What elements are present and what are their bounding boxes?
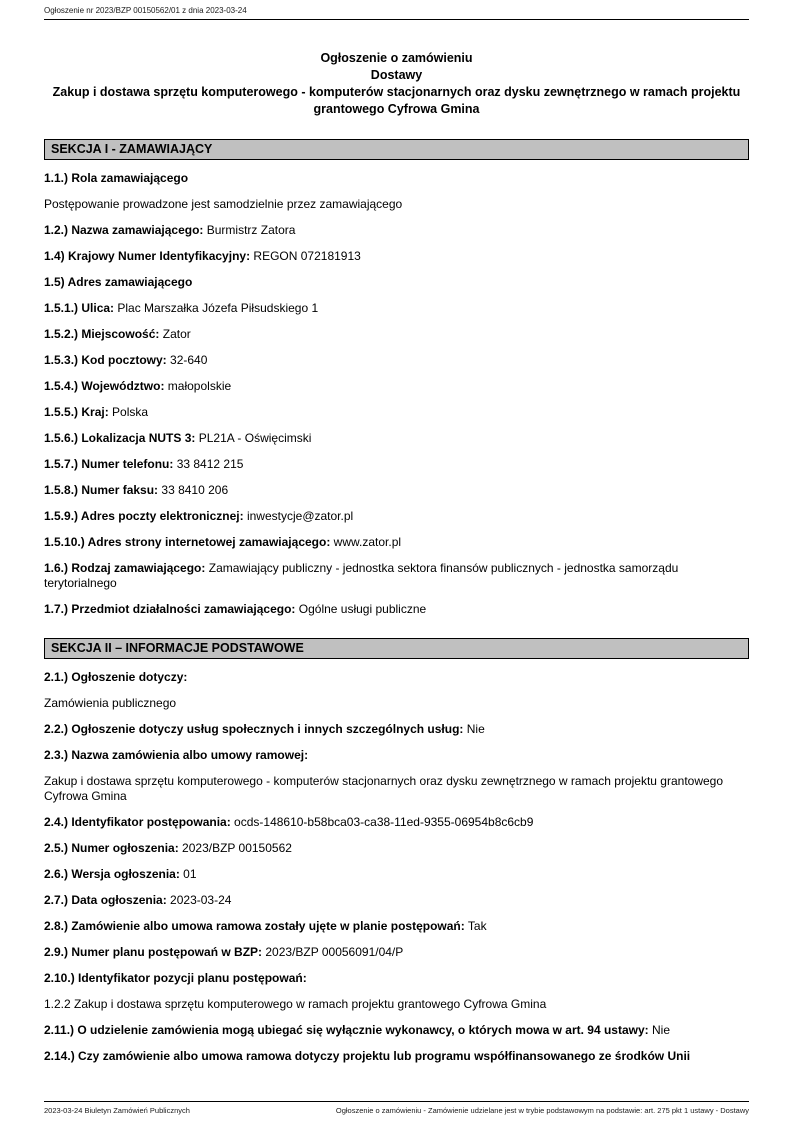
page-footer — [44, 1101, 749, 1115]
title-line-category: Dostawy — [370, 68, 423, 82]
body-paragraph: Zakup i dostawa sprzętu komputerowego - komputerów stacjonarnych oraz dysku zewnętrznego w ramach projektu grantowego Cyfrowa Gmina — [44, 774, 724, 803]
field-row — [44, 405, 749, 420]
field-value: ocds-148610-b58bca03-ca38-11ed-9355-06954b8c6cb9 — [234, 815, 534, 829]
sections — [44, 139, 749, 1064]
field-value: 2023/BZP 00150562 — [182, 841, 292, 855]
title-line-type: Ogłoszenie o zamówieniu — [320, 51, 473, 65]
field-row — [44, 275, 749, 290]
field-label: 2.8.) Zamówienie albo umowa ramowa zostały ujęte w planie postępowań: — [44, 919, 465, 933]
field-row — [44, 815, 749, 830]
field-label: 2.1.) Ogłoszenie dotyczy: — [44, 670, 188, 684]
field-label: 1.5) Adres zamawiającego — [44, 275, 193, 289]
field-label: 2.9.) Numer planu postępowań w BZP: — [44, 945, 263, 959]
field-label: 1.5.5.) Kraj: — [44, 405, 109, 419]
field-row — [44, 327, 749, 342]
field-value: Plac Marszałka Józefa Piłsudskiego 1 — [117, 301, 319, 315]
field-label: 1.6.) Rodzaj zamawiającego: — [44, 561, 206, 575]
body-paragraph: 1.2.2 Zakup i dostawa sprzętu komputerowego w ramach projektu grantowego Cyfrowa Gmina — [44, 997, 547, 1011]
field-label: 1.5.7.) Numer telefonu: — [44, 457, 174, 471]
field-label: 2.6.) Wersja ogłoszenia: — [44, 867, 180, 881]
body-paragraph: Postępowanie prowadzone jest samodzielnie przez zamawiającego — [44, 197, 403, 211]
field-value: 2023-03-24 — [170, 893, 232, 907]
field-row — [44, 561, 749, 591]
field-row — [44, 722, 749, 737]
field-label: 1.4) Krajowy Numer Identyfikacyjny: — [44, 249, 251, 263]
field-row — [44, 431, 749, 446]
field-value: Tak — [467, 919, 487, 933]
field-row — [44, 223, 749, 238]
title-line-subject: Zakup i dostawa sprzętu komputerowego - komputerów stacjonarnych oraz dysku zewnętrznego w ramach projektu grantowego Cyfrowa Gmina — [52, 85, 741, 116]
field-value: 33 8410 206 — [161, 483, 229, 497]
field-row — [44, 353, 749, 368]
body-paragraph: Zamówienia publicznego — [44, 696, 177, 710]
page-header-note: Ogłoszenie nr 2023/BZP 00150562/01 z dnia 2023-03-24 — [44, 6, 247, 15]
field-row — [44, 919, 749, 934]
field-label: 1.5.2.) Miejscowość: — [44, 327, 160, 341]
field-label: 1.5.8.) Numer faksu: — [44, 483, 159, 497]
field-label: 2.5.) Numer ogłoszenia: — [44, 841, 179, 855]
field-label: 2.2.) Ogłoszenie dotyczy usług społecznych i innych szczególnych usług: — [44, 722, 464, 736]
field-value: małopolskie — [167, 379, 232, 393]
field-row — [44, 1023, 749, 1038]
field-label: 2.14.) Czy zamówienie albo umowa ramowa dotyczy projektu lub programu współfinansowanego ze środków Unii — [44, 1049, 691, 1063]
field-row — [44, 379, 749, 394]
field-value: REGON 072181913 — [253, 249, 361, 263]
field-label: 2.11.) O udzielenie zamówienia mogą ubiegać się wyłącznie wykonawcy, o których mowa w art. 94 ustawy: — [44, 1023, 649, 1037]
field-row — [44, 971, 749, 986]
field-value: Burmistrz Zatora — [206, 223, 296, 237]
field-value: 01 — [183, 867, 197, 881]
field-row — [44, 748, 749, 763]
field-value: PL21A - Oświęcimski — [198, 431, 312, 445]
header-rule — [44, 19, 749, 20]
field-row — [44, 841, 749, 856]
field-value: inwestycje@zator.pl — [246, 509, 354, 523]
field-label: 2.3.) Nazwa zamówienia albo umowy ramowej: — [44, 748, 309, 762]
field-label: 1.2.) Nazwa zamawiającego: — [44, 223, 204, 237]
field-value: www.zator.pl — [333, 535, 402, 549]
field-row — [44, 1049, 749, 1064]
field-row — [44, 171, 749, 186]
field-row — [44, 867, 749, 882]
field-row — [44, 301, 749, 316]
section-heading: SEKCJA II – INFORMACJE PODSTAWOWE — [44, 638, 749, 659]
field-value: Zamawiający publiczny - jednostka sektora finansów publicznych - jednostka samorządu terytorialnego — [44, 561, 679, 590]
field-label: 1.5.10.) Adres strony internetowej zamawiającego: — [44, 535, 331, 549]
field-value: Polska — [112, 405, 149, 419]
field-row — [44, 602, 749, 617]
field-row — [44, 893, 749, 908]
field-value: 33 8412 215 — [176, 457, 244, 471]
field-value: Zator — [162, 327, 191, 341]
field-label: 1.5.6.) Lokalizacja NUTS 3: — [44, 431, 196, 445]
footer-right-text: Ogłoszenie o zamówieniu - Zamówienie udzielane jest w trybie podstawowym na podstawie: art. 275 pkt 1 ustawy - Dostawy — [335, 1106, 749, 1115]
field-row — [44, 535, 749, 550]
field-label: 2.4.) Identyfikator postępowania: — [44, 815, 231, 829]
field-row — [44, 249, 749, 264]
field-label: 1.5.4.) Województwo: — [44, 379, 165, 393]
section-heading: SEKCJA I - ZAMAWIAJĄCY — [44, 139, 749, 160]
field-label: 1.5.9.) Adres poczty elektronicznej: — [44, 509, 244, 523]
field-row — [44, 509, 749, 524]
field-label: 1.1.) Rola zamawiającego — [44, 171, 189, 185]
field-row — [44, 457, 749, 472]
field-row — [44, 670, 749, 685]
document-title — [44, 50, 749, 118]
field-label: 1.5.3.) Kod pocztowy: — [44, 353, 167, 367]
field-label: 1.5.1.) Ulica: — [44, 301, 115, 315]
field-value: Ogólne usługi publiczne — [298, 602, 427, 616]
field-value: 2023/BZP 00056091/04/P — [265, 945, 404, 959]
field-value: Nie — [466, 722, 485, 736]
field-value: Nie — [652, 1023, 671, 1037]
field-label: 2.10.) Identyfikator pozycji planu postępowań: — [44, 971, 307, 985]
field-label: 2.7.) Data ogłoszenia: — [44, 893, 167, 907]
field-row — [44, 483, 749, 498]
field-label: 1.7.) Przedmiot działalności zamawiającego: — [44, 602, 296, 616]
footer-left-text: 2023-03-24 Biuletyn Zamówień Publicznych — [44, 1106, 190, 1115]
field-value: 32-640 — [170, 353, 208, 367]
field-row — [44, 945, 749, 960]
